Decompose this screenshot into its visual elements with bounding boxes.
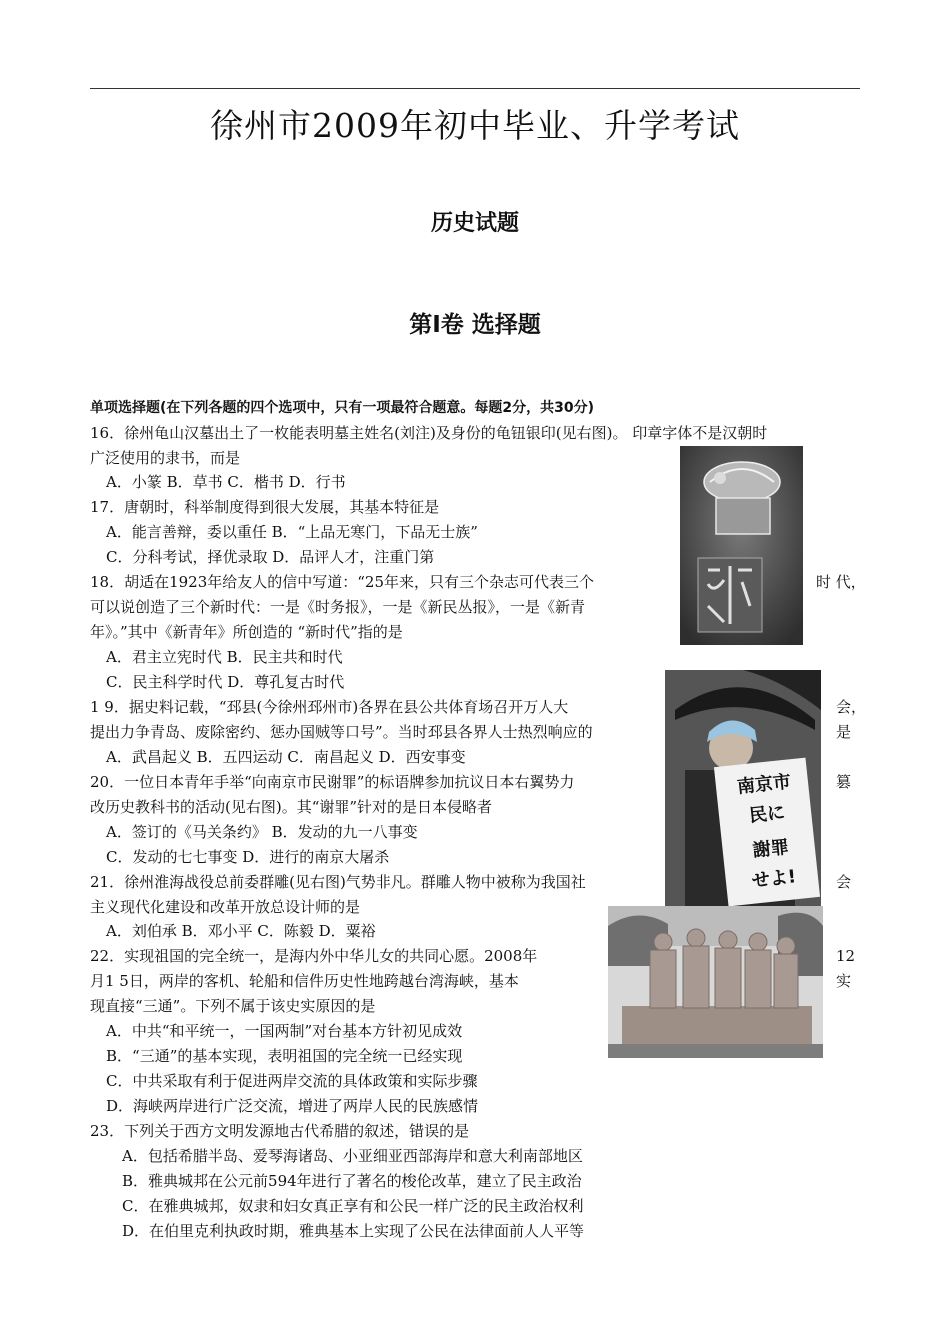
sculpture-group-image [608, 906, 823, 1058]
q18-options-1: A．君主立宪时代 B．民主共和时代 [106, 648, 343, 666]
q20-stem-1: 20．一位日本青年手举“向南京市民谢罪”的标语牌参加抗议日本右翼势力 [90, 773, 575, 791]
q21-options: A．刘伯承 B．邓小平 C．陈毅 D．粟裕 [106, 922, 376, 940]
q22-option-c: C．中共采取有利于促进两岸交流的具体政策和实际步骤 [106, 1072, 478, 1090]
protester-sign-image [665, 670, 821, 906]
q23-option-a: A．包括希腊半岛、爱琴海诸岛、小亚细亚西部海岸和意大利南部地区 [122, 1147, 583, 1165]
q17-options-2: C．分科考试，择优录取 D．品评人才，注重门第 [106, 548, 435, 566]
q21-stem-1: 21．徐州淮海战役总前委群雕(见右图)气势非凡。群雕人物中被称为我国社 [90, 873, 586, 891]
q22-stem-1-end: 12 [836, 947, 856, 965]
q17-stem: 17．唐朝时，科举制度得到很大发展，其基本特征是 [90, 498, 440, 516]
instructions: 单项选择题(在下列各题的四个选项中，只有一项最符合题意。每题2分，共30分) [90, 400, 595, 416]
svg-text:せよ!: せよ! [750, 866, 798, 892]
q20-options-1: A．签订的《马关条约》 B．发动的九一八事变 [106, 823, 418, 841]
q22-stem-3: 现直接“三通”。下列不属于该史实原因的是 [90, 997, 376, 1015]
q16-stem-1: 16．徐州龟山汉墓出土了一枚能表明墓主姓名(刘注)及身份的龟钮银印(见右图)。 印章字体不是汉朝时 [90, 424, 768, 442]
q20-stem-1-end: 篡 [836, 773, 852, 791]
q23-option-c: C．在雅典城邦，奴隶和妇女真正享有和公民一样广泛的民主政治权利 [122, 1197, 584, 1215]
svg-text:南京市: 南京市 [736, 771, 792, 798]
q16-stem-2: 广泛使用的隶书，而是 [90, 449, 241, 467]
q18-stem-2: 可以说创造了三个新时代：一是《时务报》，一是《新民丛报》，一是《新青 [90, 598, 586, 616]
q22-option-d: D．海峡两岸进行广泛交流，增进了两岸人民的民族感情 [106, 1097, 479, 1115]
q19-stem-1-end: 会， [836, 698, 867, 716]
q22-stem-2: 月1 5日，两岸的客机、轮船和信件历史性地跨越台湾海峡，基本 [90, 972, 519, 990]
q22-stem-2-end: 实 [836, 972, 852, 990]
section-title: 第Ⅰ卷 选择题 [409, 312, 541, 338]
q19-stem-2-end: 是 [836, 723, 852, 741]
q22-option-b: B．“三通”的基本实现，表明祖国的完全统一已经实现 [106, 1047, 463, 1065]
q20-stem-2: 改历史教科书的活动(见右图)。其“谢罪”针对的是日本侵略者 [90, 798, 493, 816]
page-title: 徐州市2009年初中毕业、升学考试 [210, 106, 740, 145]
q19-options: A．武昌起义 B．五四运动 C．南昌起义 D．西安事变 [106, 748, 466, 766]
turtle-seal-image [680, 446, 803, 645]
q20-options-2: C．发动的七七事变 D．进行的南京大屠杀 [106, 848, 390, 866]
svg-text:民に: 民に [748, 802, 787, 827]
q21-stem-1-end: 会 [836, 873, 852, 891]
header-rule [90, 88, 860, 89]
svg-text:謝罪: 謝罪 [751, 836, 790, 862]
q18-stem-1: 18．胡适在1923年给友人的信中写道：“25年来，只有三个杂志可代表三个 [90, 573, 595, 591]
q23-option-b: B．雅典城邦在公元前594年进行了著名的梭伦改革，建立了民主政治 [122, 1172, 582, 1190]
page-subtitle: 历史试题 [430, 211, 519, 236]
q17-options-1: A．能言善辩，委以重任 B．“上品无寒门，下品无士族” [106, 523, 478, 541]
q23-stem: 23．下列关于西方文明发源地古代希腊的叙述，错误的是 [90, 1122, 470, 1140]
q22-option-a: A．中共“和平统一，一国两制”对台基本方针初见成效 [106, 1022, 463, 1040]
q19-stem-2: 提出力争青岛、废除密约、惩办国贼等口号”。当时邳县各界人士热烈响应的 [90, 723, 593, 741]
q18-stem-3: 年》。”其中《新青年》所创造的 “新时代”指的是 [90, 623, 403, 641]
q19-stem-1: 1 9．据史料记载，“邳县(今徐州邳州市)各界在县公共体育场召开万人大 [90, 698, 569, 716]
q16-options: A．小篆 B．草书 C．楷书 D．行书 [106, 473, 346, 491]
q21-stem-2: 主义现代化建设和改革开放总设计师的是 [90, 898, 361, 916]
q22-stem-1: 22．实现祖国的完全统一，是海内外中华儿女的共同心愿。2008年 [90, 947, 538, 965]
q18-options-2: C．民主科学时代 D．尊孔复古时代 [106, 673, 345, 691]
q23-option-d: D．在伯里克利执政时期，雅典基本上实现了公民在法律面前人人平等 [122, 1222, 585, 1240]
q18-stem-1-end: 时 代， [816, 573, 866, 591]
